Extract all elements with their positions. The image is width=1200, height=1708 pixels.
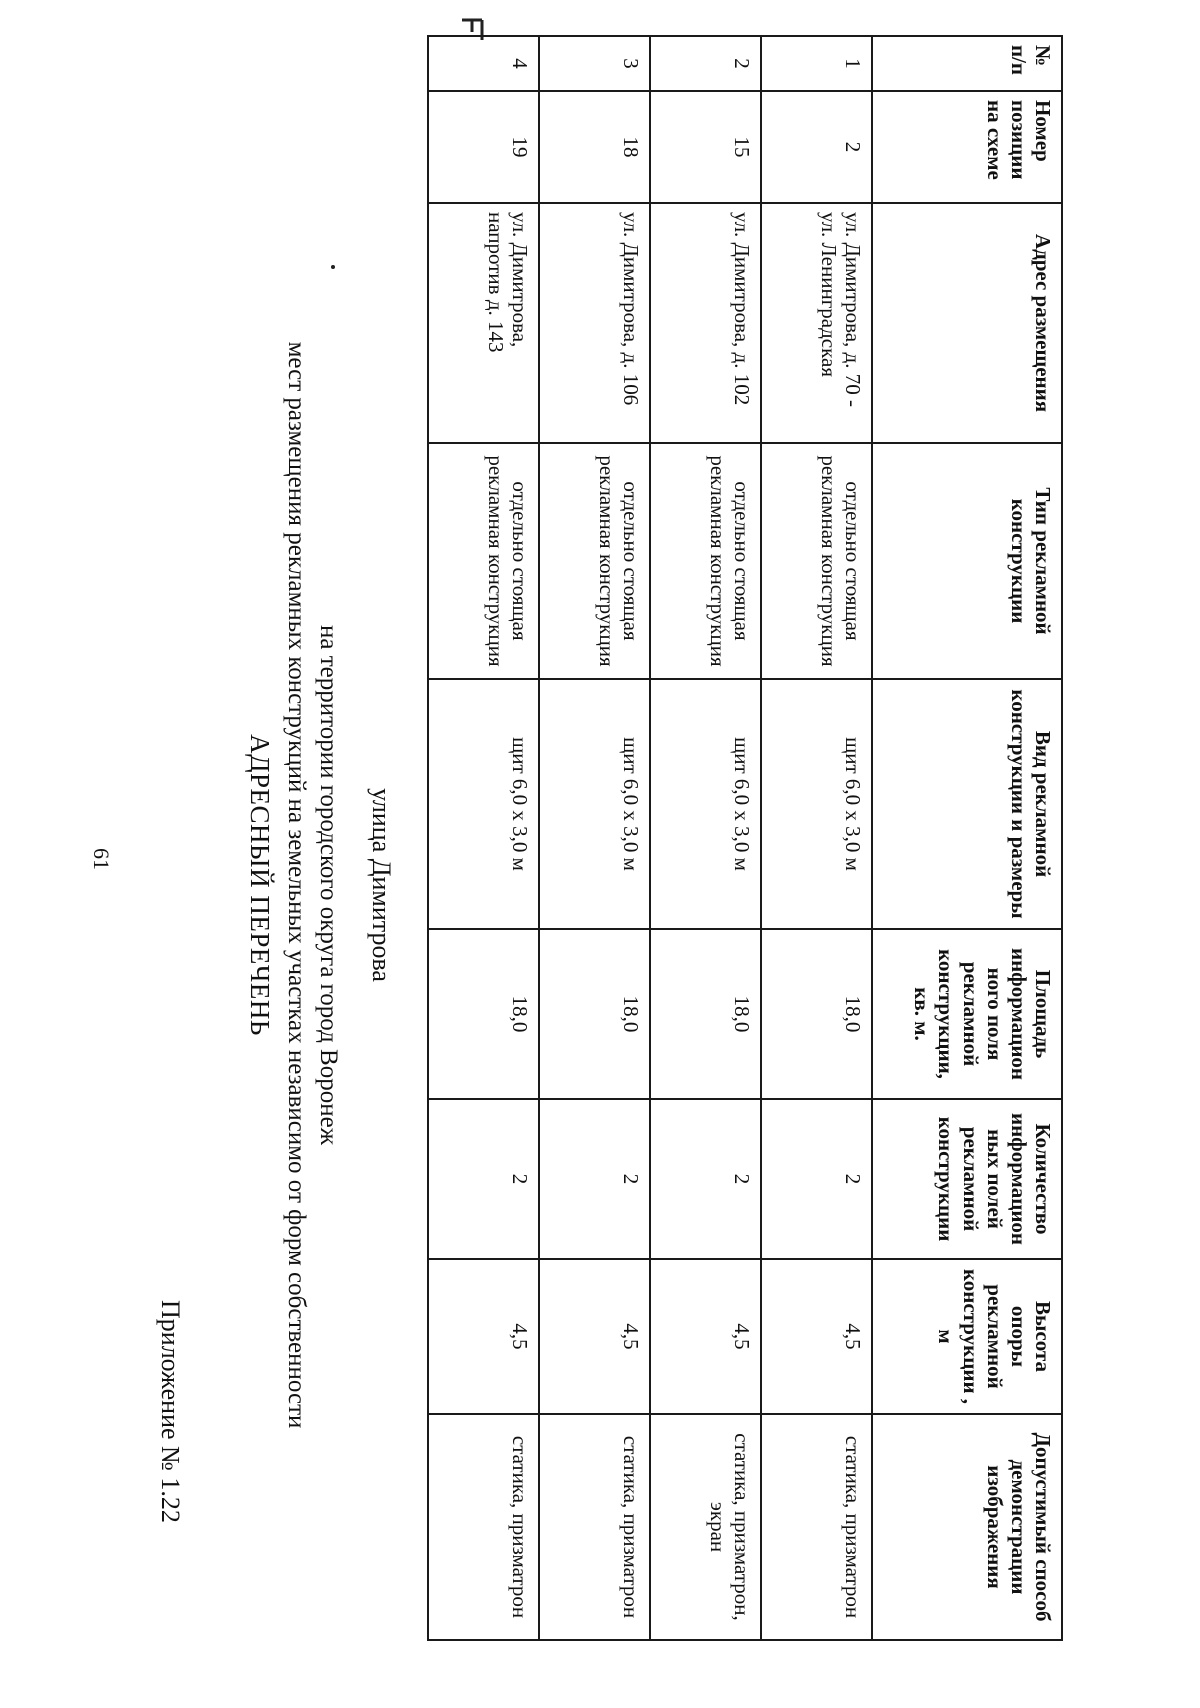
cell-address: ул. Димитрова, напротив д. 143 bbox=[428, 203, 539, 443]
cell-position: 2 bbox=[761, 91, 872, 203]
header-fields: Количество информацион ных полей рекламной конструкции bbox=[872, 1099, 1062, 1259]
header-height: Высота опоры рекламной конструкции , м bbox=[872, 1259, 1062, 1414]
address-table bbox=[427, 35, 1063, 1641]
cell-method: статика, призматрон bbox=[428, 1414, 539, 1640]
cell-fields: 2 bbox=[539, 1099, 650, 1259]
table-row bbox=[539, 36, 650, 1640]
header-method: Допустимый способ демонстрации изображения bbox=[872, 1414, 1062, 1640]
cell-method: статика, призматрон, экран bbox=[650, 1414, 761, 1640]
cell-method: статика, призматрон bbox=[539, 1414, 650, 1640]
document-subtitle-line1: мест размещения рекламных конструкций на земельных участках независимо от форм собственности bbox=[283, 341, 310, 1429]
cell-type: отдельно стоящая рекламная конструкция bbox=[761, 443, 872, 679]
cell-fields: 2 bbox=[761, 1099, 872, 1259]
cell-position: 19 bbox=[428, 91, 539, 203]
cell-kind: щит 6,0 х 3,0 м bbox=[761, 679, 872, 929]
cell-method: статика, призматрон bbox=[761, 1414, 872, 1640]
cell-address: ул. Димитрова, д. 102 bbox=[650, 203, 761, 443]
document-title: АДРЕСНЫЙ ПЕРЕЧЕНЬ bbox=[245, 734, 275, 1036]
cell-address: ул. Димитрова, д. 70 - ул. Ленинградская bbox=[761, 203, 872, 443]
scan-speck bbox=[331, 265, 335, 269]
cell-height: 4,5 bbox=[428, 1259, 539, 1414]
cell-position: 15 bbox=[650, 91, 761, 203]
table-header-row bbox=[872, 36, 1062, 1640]
cell-position: 18 bbox=[539, 91, 650, 203]
table-row bbox=[428, 36, 539, 1640]
table-container bbox=[427, 37, 1063, 1641]
document-subtitle-line2: на территории городского округа город Воронеж bbox=[315, 625, 342, 1145]
cell-num: 4 bbox=[428, 36, 539, 91]
header-kind: Вид рекламной конструкции и размеры bbox=[872, 679, 1062, 929]
header-area: Площадь информацион ного поля рекламной конструкции, кв. м. bbox=[872, 929, 1062, 1099]
cell-num: 3 bbox=[539, 36, 650, 91]
cell-kind: щит 6,0 х 3,0 м bbox=[539, 679, 650, 929]
cell-address: ул. Димитрова, д. 106 bbox=[539, 203, 650, 443]
cell-fields: 2 bbox=[650, 1099, 761, 1259]
cell-area: 18,0 bbox=[539, 929, 650, 1099]
cell-fields: 2 bbox=[428, 1099, 539, 1259]
cell-num: 1 bbox=[761, 36, 872, 91]
cell-area: 18,0 bbox=[428, 929, 539, 1099]
cell-height: 4,5 bbox=[761, 1259, 872, 1414]
appendix-label: Приложение № 1.22 bbox=[156, 1300, 185, 1523]
table-row bbox=[650, 36, 761, 1640]
header-num: № п/п bbox=[872, 36, 1062, 91]
cell-num: 2 bbox=[650, 36, 761, 91]
cell-type: отдельно стоящая рекламная конструкция bbox=[539, 443, 650, 679]
page-number: 61 bbox=[89, 848, 114, 870]
table-row bbox=[761, 36, 872, 1640]
cell-height: 4,5 bbox=[650, 1259, 761, 1414]
cell-type: отдельно стоящая рекламная конструкция bbox=[650, 443, 761, 679]
cell-type: отдельно стоящая рекламная конструкция bbox=[428, 443, 539, 679]
header-type: Тип рекламной конструкции bbox=[872, 443, 1062, 679]
header-address: Адрес размещения bbox=[872, 203, 1062, 443]
cell-area: 18,0 bbox=[650, 929, 761, 1099]
cell-area: 18,0 bbox=[761, 929, 872, 1099]
cell-kind: щит 6,0 х 3,0 м bbox=[428, 679, 539, 929]
cell-kind: щит 6,0 х 3,0 м bbox=[650, 679, 761, 929]
header-position: Номер позиции на схеме bbox=[872, 91, 1062, 203]
street-name: улица Димитрова bbox=[367, 788, 396, 982]
cell-height: 4,5 bbox=[539, 1259, 650, 1414]
